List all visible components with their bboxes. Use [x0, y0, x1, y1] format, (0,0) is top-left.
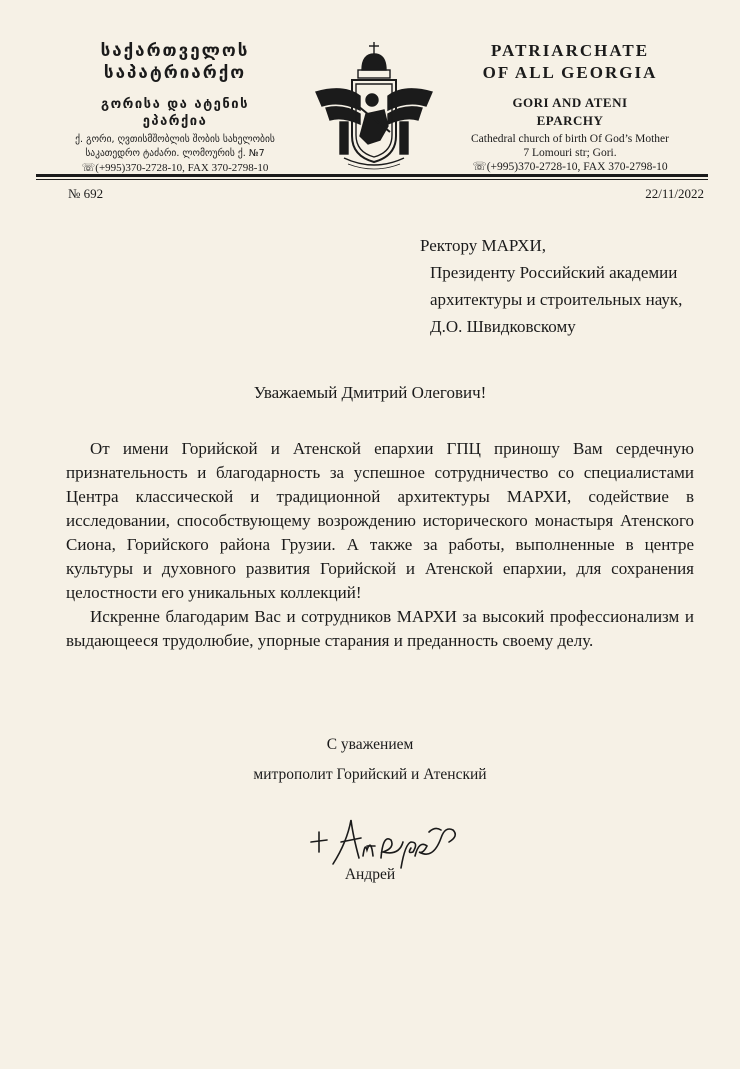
letterhead-georgian	[0, 40, 350, 175]
eparchy-coat-of-arms-icon	[314, 40, 434, 175]
english-title-line1: PATRIARCHATE	[490, 41, 650, 60]
english-eparchy-line2: EPARCHY	[536, 113, 604, 128]
signatory-name: Андрей	[344, 866, 396, 883]
english-eparchy-line1: GORI AND ATENI	[512, 95, 628, 110]
addressee-line: Ректору МАРХИ,	[420, 236, 546, 255]
handwritten-signature	[303, 812, 468, 872]
body-paragraph: От имени Горийской и Атенской епархии ГПЦ приношу Вам сердечную признательность и благодарность за успешное сотрудничество со специалистами Центра классической и традиционной архитектуры МАРХИ, содействие в исследовании, способствующему возрождению исторического монастыря Атенского Сиона, Горийского района Грузии. А также за работы, выполненные в центре культуры и духовного развития Горийской и Атенской епархии, для сохранения целостности его уникальных коллекций!	[66, 439, 694, 602]
document-date: 22/11/2022	[645, 186, 704, 201]
georgian-phone: ☏(+995)370-2728-10, FAX 370-2798-10	[81, 162, 269, 174]
georgian-title-line2: საპატრიარქო	[103, 63, 247, 83]
georgian-eparchy-line1: გორისა და ატენის	[100, 97, 249, 112]
georgian-address-line1: ქ. გორი, ღვთისმშობლის შობის სახელობის	[75, 134, 275, 145]
body-paragraph: Искренне благодарим Вас и сотрудников МАРХИ за высокий профессионализм и выдающееся трудолюбие, упорные старания и преданность своему делу.	[66, 607, 694, 650]
english-phone: ☏(+995)370-2728-10, FAX 370-2798-10	[472, 161, 668, 173]
closing-regards: С уважением	[326, 736, 414, 753]
signatory-title: митрополит Горийский и Атенский	[253, 766, 487, 783]
addressee-line: Президенту Российский академии	[430, 263, 678, 282]
georgian-eparchy-line2: ეპარქია	[142, 114, 208, 129]
english-title-line2: OF ALL GEORGIA	[482, 63, 658, 82]
salutation: Уважаемый Дмитрий Олегович!	[253, 383, 487, 402]
header-divider-thick	[36, 174, 708, 177]
header-divider-thin	[36, 179, 708, 180]
english-address-line1: Cathedral church of birth Of God’s Mother	[470, 133, 669, 145]
addressee-line: Д.О. Швидковскому	[430, 317, 576, 336]
english-address-line2: 7 Lomouri str; Gori.	[523, 147, 617, 159]
document-number: № 692	[68, 186, 104, 201]
georgian-address-line2: საკათედრო ტაძარი. ლომოურის ქ. №7	[85, 148, 265, 159]
georgian-title-line1: საქართველოს	[100, 41, 250, 61]
addressee-line: архитектуры и строительных наук,	[430, 290, 683, 309]
letter-body	[66, 437, 694, 653]
letterhead-english	[440, 40, 700, 174]
addressee-block	[420, 232, 682, 340]
